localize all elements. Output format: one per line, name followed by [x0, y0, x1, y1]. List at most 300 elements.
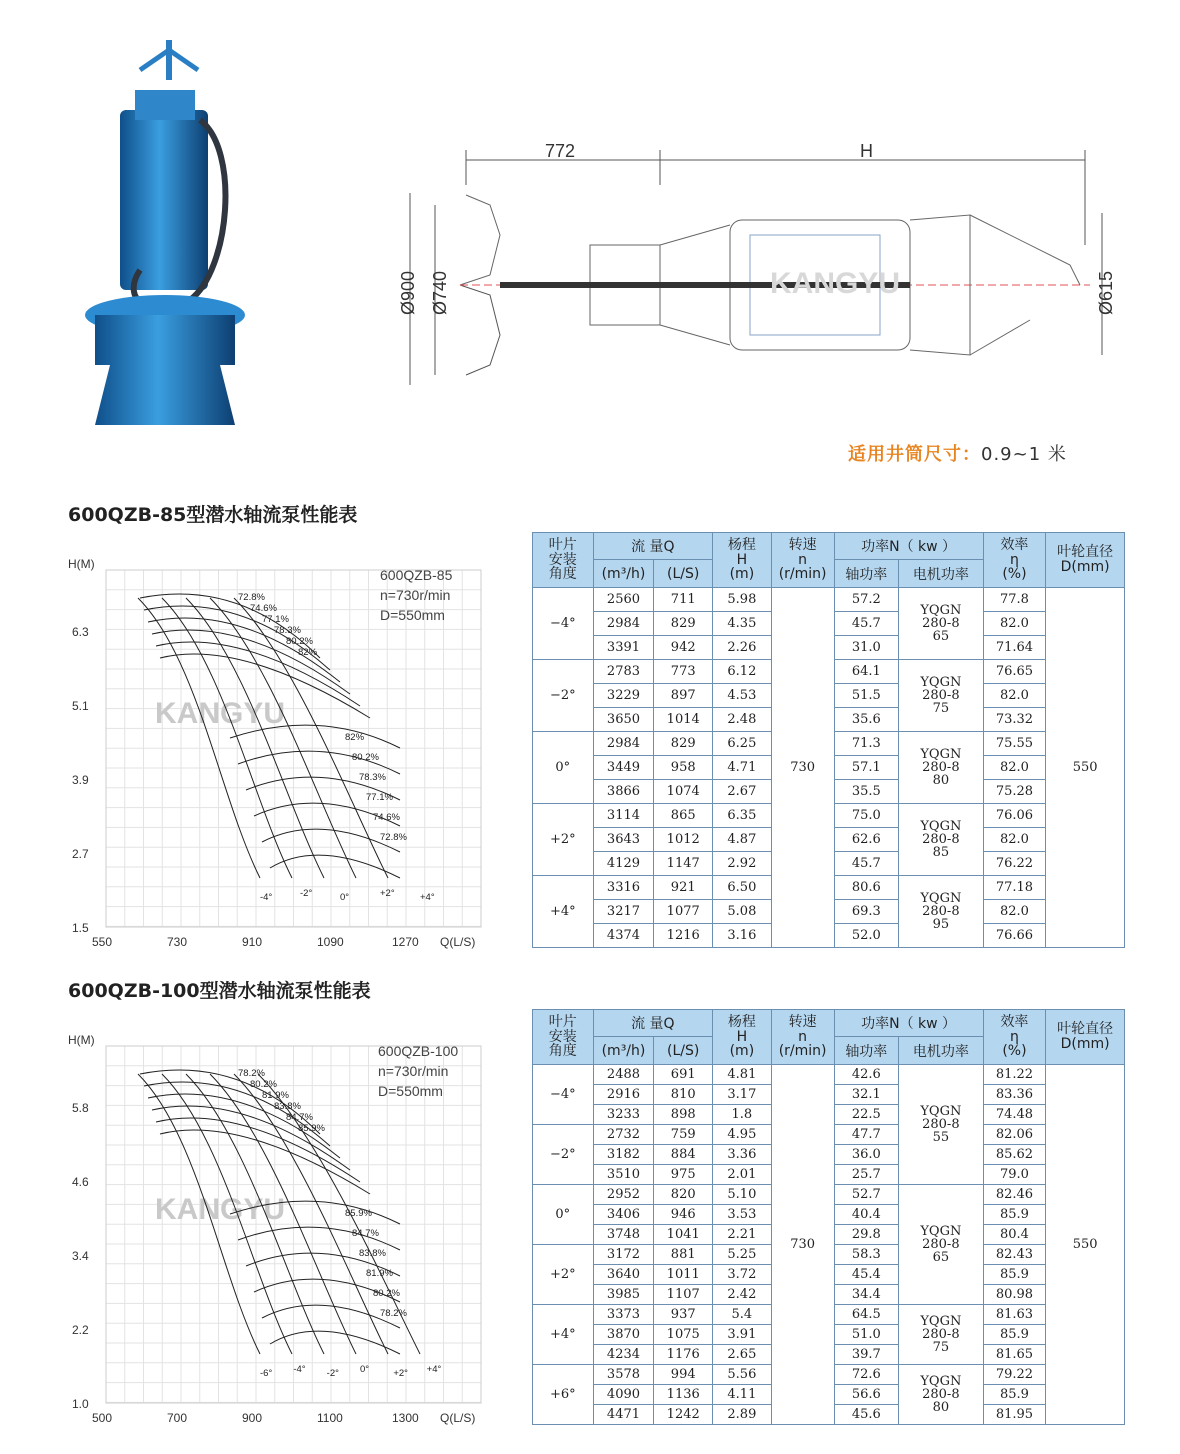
- blade-angle-cell: 0°: [533, 732, 594, 804]
- table-cell: 76.22: [983, 852, 1046, 876]
- y-tick-label: 1.0: [72, 1397, 89, 1411]
- table-cell: 3114: [593, 804, 654, 828]
- dim-d615: Ø615: [1096, 270, 1116, 315]
- y-tick-label: 2.2: [72, 1323, 89, 1337]
- eff-label: 78.3%: [359, 772, 386, 783]
- x-tick-label: 1300: [392, 1411, 419, 1425]
- table-cell: 3640: [593, 1265, 654, 1285]
- table-cell: 75.0: [834, 804, 899, 828]
- x-tick-label: 700: [167, 1411, 188, 1425]
- col-flow-m3h: (m³/h): [593, 560, 654, 588]
- table-cell: 35.5: [834, 780, 899, 804]
- table-cell: 4129: [593, 852, 654, 876]
- table-cell: 6.25: [713, 732, 772, 756]
- performance-chart-85: [60, 548, 490, 953]
- blade-angle-cell: +4°: [533, 1305, 594, 1365]
- chart-watermark: KANGYU: [155, 697, 286, 730]
- head-curve: [210, 598, 356, 878]
- table-cell: 3229: [593, 684, 654, 708]
- angle-label: -4°: [260, 892, 273, 903]
- table-cell: 34.4: [834, 1285, 899, 1305]
- blade-angle-cell: +6°: [533, 1365, 594, 1425]
- watermark: KANGYU: [770, 267, 901, 300]
- eff-label: 74.6%: [250, 603, 277, 614]
- col-head: 杨程 H (m): [713, 533, 772, 588]
- y-tick-label: 5.1: [72, 699, 89, 713]
- table-cell: 64.1: [834, 660, 899, 684]
- table-cell: 3578: [593, 1365, 654, 1385]
- eff-label: 85.9%: [298, 1123, 325, 1134]
- table-cell: 1147: [654, 852, 713, 876]
- col-motor-power: 电机功率: [899, 560, 983, 588]
- table-cell: 82.0: [983, 612, 1046, 636]
- table-cell: 5.4: [713, 1305, 772, 1325]
- motor-power-cell: YQGN 280-8 95: [899, 876, 983, 948]
- table-cell: 83.36: [983, 1085, 1046, 1105]
- table-cell: 1074: [654, 780, 713, 804]
- motor-power-cell: YQGN 280-8 75: [899, 1305, 983, 1365]
- table-cell: 79.0: [983, 1165, 1046, 1185]
- table-cell: 2.65: [713, 1345, 772, 1365]
- table-cell: 85.62: [983, 1145, 1046, 1165]
- col-eff: 效率 η (%): [983, 1010, 1046, 1065]
- col-eff: 效率 η (%): [983, 533, 1046, 588]
- table-cell: 3985: [593, 1285, 654, 1305]
- eff-label: 77.1%: [366, 792, 393, 803]
- table-cell: 82.0: [983, 756, 1046, 780]
- table-cell: 76.06: [983, 804, 1046, 828]
- x-tick-label: 900: [242, 1411, 263, 1425]
- well-size-label: 适用井筒尺寸：: [848, 444, 981, 465]
- table-cell: 1012: [654, 828, 713, 852]
- table-cell: 72.6: [834, 1365, 899, 1385]
- table-cell: 5.56: [713, 1365, 772, 1385]
- x-tick-label: 550: [92, 935, 113, 949]
- table-cell: 77.18: [983, 876, 1046, 900]
- y-tick-label: 3.9: [72, 773, 89, 787]
- col-speed: 转速 n (r/min): [771, 533, 834, 588]
- col-power: 功率N（ kw ）: [834, 1010, 983, 1037]
- table-cell: 58.3: [834, 1245, 899, 1265]
- chart-speed: n=730r/min: [378, 1063, 449, 1079]
- table-cell: 829: [654, 732, 713, 756]
- table-cell: 3.36: [713, 1145, 772, 1165]
- table-cell: 897: [654, 684, 713, 708]
- table-cell: 3.53: [713, 1205, 772, 1225]
- table-cell: 1041: [654, 1225, 713, 1245]
- table-cell: 3391: [593, 636, 654, 660]
- angle-label: +4°: [420, 892, 435, 903]
- table-cell: 3233: [593, 1105, 654, 1125]
- table-cell: 2.48: [713, 708, 772, 732]
- blade-angle-cell: −4°: [533, 588, 594, 660]
- col-head: 杨程 H (m): [713, 1010, 772, 1065]
- table-cell: 1014: [654, 708, 713, 732]
- table-cell: 76.66: [983, 924, 1046, 948]
- table-cell: 82.46: [983, 1185, 1046, 1205]
- table-cell: 942: [654, 636, 713, 660]
- table-cell: 64.5: [834, 1305, 899, 1325]
- table-cell: 5.08: [713, 900, 772, 924]
- motor-power-cell: YQGN 280-8 80: [899, 1365, 983, 1425]
- table-cell: 773: [654, 660, 713, 684]
- table-cell: 711: [654, 588, 713, 612]
- table-cell: 80.98: [983, 1285, 1046, 1305]
- table-cell: 77.8: [983, 588, 1046, 612]
- well-size-value: 0.9~1 米: [981, 444, 1067, 465]
- table-cell: 82.06: [983, 1125, 1046, 1145]
- table-cell: 3643: [593, 828, 654, 852]
- table-cell: 81.22: [983, 1065, 1046, 1085]
- section-title-85: 600QZB-85型潜水轴流泵性能表: [68, 504, 358, 526]
- table-cell: 74.48: [983, 1105, 1046, 1125]
- dim-height: H: [860, 141, 873, 161]
- angle-label: 0°: [340, 892, 350, 903]
- blade-angle-cell: −4°: [533, 1065, 594, 1125]
- col-flow: 流 量Q: [593, 533, 712, 560]
- blade-angle-cell: −2°: [533, 660, 594, 732]
- table-cell: 1216: [654, 924, 713, 948]
- x-tick-label: 1090: [317, 935, 344, 949]
- impeller-cell: 550: [1046, 1065, 1125, 1425]
- angle-label: 0°: [360, 1364, 370, 1375]
- chart-model: 600QZB-85: [380, 567, 453, 583]
- table-cell: 975: [654, 1165, 713, 1185]
- table-cell: 45.4: [834, 1265, 899, 1285]
- table-cell: 5.10: [713, 1185, 772, 1205]
- table-cell: 71.64: [983, 636, 1046, 660]
- table-cell: 946: [654, 1205, 713, 1225]
- table-cell: 820: [654, 1185, 713, 1205]
- table-cell: 2.21: [713, 1225, 772, 1245]
- col-flow: 流 量Q: [593, 1010, 712, 1037]
- eff-label: 82%: [298, 647, 318, 658]
- eff-label: 80.2%: [250, 1079, 277, 1090]
- table-cell: 51.5: [834, 684, 899, 708]
- blade-angle-cell: 0°: [533, 1185, 594, 1245]
- table-cell: 85.9: [983, 1385, 1046, 1405]
- y-axis-label: H(M): [68, 557, 95, 571]
- table-cell: 80.4: [983, 1225, 1046, 1245]
- y-tick-label: 3.4: [72, 1249, 89, 1263]
- y-axis-label: H(M): [68, 1033, 95, 1047]
- col-blade-angle: 叶片 安装 角度: [533, 1010, 594, 1065]
- table-cell: 36.0: [834, 1145, 899, 1165]
- table-cell: 3.16: [713, 924, 772, 948]
- table-cell: 2560: [593, 588, 654, 612]
- table-cell: 2488: [593, 1065, 654, 1085]
- table-cell: 2984: [593, 612, 654, 636]
- col-flow-ls: (L/S): [654, 560, 713, 588]
- blade-angle-cell: +4°: [533, 876, 594, 948]
- eff-label: 85.9%: [345, 1208, 372, 1219]
- col-speed: 转速 n (r/min): [771, 1010, 834, 1065]
- table-cell: 2984: [593, 732, 654, 756]
- performance-chart-100: [60, 1024, 490, 1429]
- eff-label: 78.3%: [274, 625, 301, 636]
- performance-table-100: [532, 1009, 1125, 1425]
- table-cell: 29.8: [834, 1225, 899, 1245]
- y-tick-label: 5.8: [72, 1101, 89, 1115]
- speed-cell: 730: [771, 1065, 834, 1425]
- angle-label: -6°: [260, 1368, 273, 1379]
- table-cell: 994: [654, 1365, 713, 1385]
- y-tick-label: 1.5: [72, 921, 89, 935]
- table-cell: 75.28: [983, 780, 1046, 804]
- x-tick-label: 910: [242, 935, 263, 949]
- eff-label: 84.7%: [352, 1228, 379, 1239]
- x-axis-label: Q(L/S): [440, 1411, 476, 1425]
- table-cell: 51.0: [834, 1325, 899, 1345]
- col-power: 功率N（ kw ）: [834, 533, 983, 560]
- head-curve: [138, 598, 260, 878]
- y-tick-label: 4.6: [72, 1175, 89, 1189]
- eff-label: 82%: [345, 732, 365, 743]
- eff-label: 72.8%: [238, 592, 265, 603]
- table-cell: 35.6: [834, 708, 899, 732]
- table-cell: 3449: [593, 756, 654, 780]
- col-shaft-power: 轴功率: [834, 1037, 899, 1065]
- table-cell: 3406: [593, 1205, 654, 1225]
- table-cell: 81.63: [983, 1305, 1046, 1325]
- table-cell: 56.6: [834, 1385, 899, 1405]
- table-cell: 2.67: [713, 780, 772, 804]
- table-cell: 1107: [654, 1285, 713, 1305]
- col-flow-ls: (L/S): [654, 1037, 713, 1065]
- table-cell: 4.95: [713, 1125, 772, 1145]
- chart-watermark: KANGYU: [155, 1193, 286, 1226]
- x-axis-label: Q(L/S): [440, 935, 476, 949]
- table-cell: 3866: [593, 780, 654, 804]
- table-cell: 1242: [654, 1405, 713, 1425]
- angle-label: -2°: [300, 888, 313, 899]
- chart-speed: n=730r/min: [380, 587, 451, 603]
- table-cell: 25.7: [834, 1165, 899, 1185]
- table-cell: 52.7: [834, 1185, 899, 1205]
- table-cell: 2.89: [713, 1405, 772, 1425]
- table-cell: 1011: [654, 1265, 713, 1285]
- table-cell: 2783: [593, 660, 654, 684]
- chart-diameter: D=550mm: [378, 1083, 443, 1099]
- table-cell: 82.0: [983, 900, 1046, 924]
- table-row: [533, 588, 1125, 612]
- table-cell: 39.7: [834, 1345, 899, 1365]
- x-tick-label: 500: [92, 1411, 113, 1425]
- col-motor-power: 电机功率: [899, 1037, 983, 1065]
- motor-power-cell: YQGN 280-8 85: [899, 804, 983, 876]
- angle-label: +4°: [426, 1364, 442, 1375]
- table-cell: 6.35: [713, 804, 772, 828]
- motor-power-cell: YQGN 280-8 80: [899, 732, 983, 804]
- table-cell: 881: [654, 1245, 713, 1265]
- col-flow-m3h: (m³/h): [593, 1037, 654, 1065]
- table-cell: 898: [654, 1105, 713, 1125]
- motor-power-cell: YQGN 280-8 65: [899, 1185, 983, 1305]
- table-cell: 4.81: [713, 1065, 772, 1085]
- table-cell: 4.71: [713, 756, 772, 780]
- table-cell: 1176: [654, 1345, 713, 1365]
- table-cell: 3316: [593, 876, 654, 900]
- blade-angle-cell: +2°: [533, 804, 594, 876]
- x-tick-label: 1100: [317, 1411, 343, 1425]
- table-cell: 921: [654, 876, 713, 900]
- eff-label: 83.8%: [274, 1101, 301, 1112]
- performance-table-85: [532, 532, 1125, 948]
- eff-label: 78.2%: [380, 1308, 407, 1319]
- table-cell: 85.9: [983, 1205, 1046, 1225]
- table-cell: 3217: [593, 900, 654, 924]
- table-cell: 4234: [593, 1345, 654, 1365]
- col-impeller: 叶轮直径 D(mm): [1046, 533, 1125, 588]
- angle-label: -4°: [293, 1364, 306, 1375]
- table-cell: 4.11: [713, 1385, 772, 1405]
- table-cell: 4090: [593, 1385, 654, 1405]
- dim-d740: Ø740: [430, 270, 450, 315]
- table-cell: 5.25: [713, 1245, 772, 1265]
- eff-label: 81.9%: [366, 1268, 393, 1279]
- table-cell: 4.87: [713, 828, 772, 852]
- col-shaft-power: 轴功率: [834, 560, 899, 588]
- table-cell: 2732: [593, 1125, 654, 1145]
- x-tick-label: 1270: [392, 935, 419, 949]
- table-row: [533, 1065, 1125, 1085]
- chart-grid: [106, 570, 481, 927]
- table-cell: 76.65: [983, 660, 1046, 684]
- table-cell: 31.0: [834, 636, 899, 660]
- blade-angle-cell: −2°: [533, 1125, 594, 1185]
- eff-label: 77.1%: [262, 614, 289, 625]
- table-cell: 57.1: [834, 756, 899, 780]
- table-cell: 3.72: [713, 1265, 772, 1285]
- eff-label: 80.2%: [373, 1288, 400, 1299]
- dim-d900: Ø900: [398, 270, 418, 315]
- eff-label: 83.8%: [359, 1248, 386, 1259]
- table-cell: 4.53: [713, 684, 772, 708]
- table-cell: 3.17: [713, 1085, 772, 1105]
- motor-power-cell: YQGN 280-8 75: [899, 660, 983, 732]
- table-cell: 6.12: [713, 660, 772, 684]
- table-cell: 2.92: [713, 852, 772, 876]
- blade-angle-cell: +2°: [533, 1245, 594, 1305]
- well-size-note: [848, 440, 1067, 466]
- table-cell: 22.5: [834, 1105, 899, 1125]
- table-cell: 1077: [654, 900, 713, 924]
- table-cell: 691: [654, 1065, 713, 1085]
- table-cell: 62.6: [834, 828, 899, 852]
- table-cell: 865: [654, 804, 713, 828]
- col-impeller: 叶轮直径 D(mm): [1046, 1010, 1125, 1065]
- eff-label: 80.2%: [286, 636, 313, 647]
- table-cell: 45.7: [834, 612, 899, 636]
- table-cell: 81.65: [983, 1345, 1046, 1365]
- motor-power-cell: YQGN 280-8 55: [899, 1065, 983, 1185]
- col-blade-angle: 叶片 安装 角度: [533, 533, 594, 588]
- table-cell: 85.9: [983, 1265, 1046, 1285]
- table-cell: 52.0: [834, 924, 899, 948]
- table-cell: 69.3: [834, 900, 899, 924]
- table-cell: 2916: [593, 1085, 654, 1105]
- table-cell: 810: [654, 1085, 713, 1105]
- table-cell: 3.91: [713, 1325, 772, 1345]
- eff-label: 78.2%: [238, 1068, 265, 1079]
- table-cell: 2.26: [713, 636, 772, 660]
- table-cell: 4374: [593, 924, 654, 948]
- table-cell: 3510: [593, 1165, 654, 1185]
- y-tick-label: 2.7: [72, 847, 89, 861]
- table-cell: 45.6: [834, 1405, 899, 1425]
- table-cell: 3182: [593, 1145, 654, 1165]
- cross-section-drawing: [390, 135, 1120, 405]
- dim-width: 772: [545, 141, 576, 161]
- table-cell: 1075: [654, 1325, 713, 1345]
- table-cell: 3748: [593, 1225, 654, 1245]
- table-cell: 42.6: [834, 1065, 899, 1085]
- pump-photo: [80, 30, 260, 440]
- impeller-cell: 550: [1046, 588, 1125, 948]
- speed-cell: 730: [771, 588, 834, 948]
- table-cell: 40.4: [834, 1205, 899, 1225]
- angle-label: +2°: [393, 1368, 408, 1379]
- table-cell: 80.6: [834, 876, 899, 900]
- angle-label: +2°: [380, 888, 395, 899]
- table-cell: 82.0: [983, 828, 1046, 852]
- motor-power-cell: YQGN 280-8 65: [899, 588, 983, 660]
- table-cell: 57.2: [834, 588, 899, 612]
- table-cell: 79.22: [983, 1365, 1046, 1385]
- table-cell: 32.1: [834, 1085, 899, 1105]
- table-cell: 958: [654, 756, 713, 780]
- table-cell: 4.35: [713, 612, 772, 636]
- x-tick-label: 730: [167, 935, 188, 949]
- table-cell: 47.7: [834, 1125, 899, 1145]
- table-cell: 73.32: [983, 708, 1046, 732]
- eff-label: 72.8%: [380, 832, 407, 843]
- table-cell: 82.0: [983, 684, 1046, 708]
- table-cell: 937: [654, 1305, 713, 1325]
- table-cell: 1.8: [713, 1105, 772, 1125]
- table-cell: 3172: [593, 1245, 654, 1265]
- table-cell: 5.98: [713, 588, 772, 612]
- y-tick-label: 6.3: [72, 625, 89, 639]
- table-cell: 884: [654, 1145, 713, 1165]
- table-cell: 829: [654, 612, 713, 636]
- angle-label: -2°: [326, 1368, 339, 1379]
- table-cell: 2952: [593, 1185, 654, 1205]
- table-cell: 759: [654, 1125, 713, 1145]
- table-cell: 81.95: [983, 1405, 1046, 1425]
- table-cell: 3373: [593, 1305, 654, 1325]
- eff-label: 84.7%: [286, 1112, 313, 1123]
- section-title-100: 600QZB-100型潜水轴流泵性能表: [68, 980, 371, 1002]
- table-cell: 71.3: [834, 732, 899, 756]
- chart-diameter: D=550mm: [380, 607, 445, 623]
- table-cell: 3870: [593, 1325, 654, 1345]
- table-cell: 6.50: [713, 876, 772, 900]
- eff-label: 81.9%: [262, 1090, 289, 1101]
- table-cell: 45.7: [834, 852, 899, 876]
- table-cell: 3650: [593, 708, 654, 732]
- table-cell: 85.9: [983, 1325, 1046, 1345]
- chart-model: 600QZB-100: [378, 1043, 459, 1059]
- table-cell: 4471: [593, 1405, 654, 1425]
- table-cell: 75.55: [983, 732, 1046, 756]
- table-cell: 1136: [654, 1385, 713, 1405]
- table-cell: 2.01: [713, 1165, 772, 1185]
- eff-label: 74.6%: [373, 812, 400, 823]
- table-cell: 82.43: [983, 1245, 1046, 1265]
- eff-label: 80.2%: [352, 752, 379, 763]
- table-cell: 2.42: [713, 1285, 772, 1305]
